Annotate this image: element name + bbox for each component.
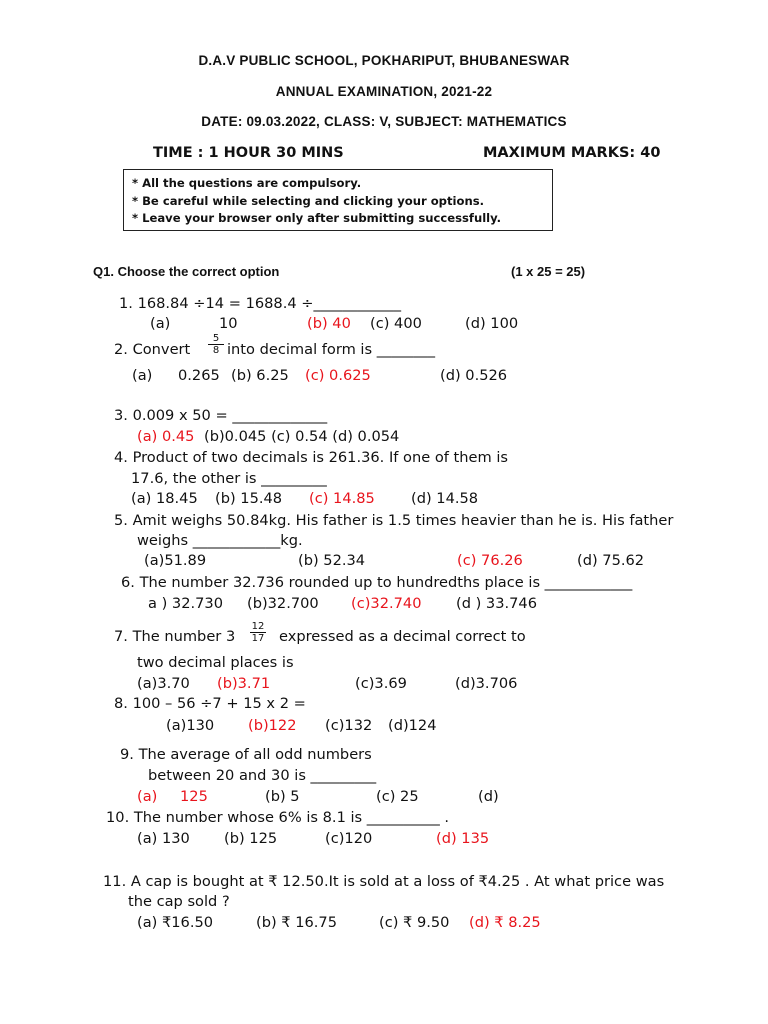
fraction-numerator: 12 xyxy=(251,621,265,632)
options-bcd: (b)0.045 (c) 0.54 (d) 0.054 xyxy=(204,428,400,445)
option-c-correct: (c) 76.26 xyxy=(457,552,523,569)
option-a: (a) ₹16.50 xyxy=(137,914,214,931)
option-d-correct: (d) ₹ 8.25 xyxy=(469,914,541,931)
option-a-correct: (a) xyxy=(137,788,158,805)
fraction xyxy=(250,621,266,644)
question-8: 8. 100 – 56 ÷7 + 15 x 2 = xyxy=(114,695,306,712)
question-2: 2. Convert xyxy=(114,341,191,358)
instruction-item: * All the questions are compulsory. xyxy=(132,176,362,190)
question-4: 4. Product of two decimals is 261.36. If one of them is xyxy=(114,449,509,466)
fraction-numerator: 5 xyxy=(208,333,224,345)
question-7: 7. The number 3 xyxy=(114,628,236,645)
option-d: (d)124 xyxy=(388,717,437,734)
exam-time: TIME : 1 HOUR 30 MINS xyxy=(153,145,344,161)
option-b: (b) ₹ 16.75 xyxy=(256,914,337,931)
exam-title: ANNUAL EXAMINATION, 2021-22 xyxy=(275,84,493,99)
school-name: D.A.V PUBLIC SCHOOL, POKHARIPUT, BHUBANESWAR xyxy=(198,53,570,68)
question-11: 11. A cap is bought at ₹ 12.50.It is sold at a loss of ₹4.25 . At what price was xyxy=(103,873,665,890)
option-a-value: 10 xyxy=(219,315,238,332)
option-c: (c)120 xyxy=(325,830,373,847)
instruction-item: * Be careful while selecting and clicking your options. xyxy=(132,193,485,208)
question-7-line2: two decimal places is xyxy=(137,654,294,671)
option-c: (c) 400 xyxy=(370,315,422,332)
option-a: (a) 130 xyxy=(137,830,190,847)
option-d: (d) 100 xyxy=(465,315,519,332)
option-b: (b)32.700 xyxy=(247,595,319,612)
option-c: (c) ₹ 9.50 xyxy=(379,914,450,931)
question-5: 5. Amit weighs 50.84kg. His father is 1.5 times heavier than he is. His father xyxy=(114,512,674,529)
question-1: 1. 168.84 ÷14 = 1688.4 ÷____________ xyxy=(119,295,402,312)
option-b-correct: (b)122 xyxy=(248,717,297,734)
option-b: (b) 125 xyxy=(224,830,278,847)
option-a-value: 0.265 xyxy=(178,367,220,384)
question-9: 9. The average of all odd numbers xyxy=(120,746,372,763)
option-a: (a)130 xyxy=(166,717,215,734)
section-title: Q1. Choose the correct option xyxy=(93,264,280,279)
section-marks: (1 x 25 = 25) xyxy=(511,264,586,279)
option-c-correct: (c) 0.625 xyxy=(305,367,371,384)
option-c: (c)3.69 xyxy=(355,675,407,692)
question-6: 6. The number 32.736 rounded up to hundredths place is ____________ xyxy=(121,574,633,591)
option-d: (d) xyxy=(478,788,499,805)
option-d: (d ) 33.746 xyxy=(456,595,537,612)
option-c: (c)132 xyxy=(325,717,373,734)
option-a: (a) xyxy=(132,367,153,384)
option-c: (c) 25 xyxy=(376,788,419,805)
question-10: 10. The number whose 6% is 8.1 is __________ . xyxy=(106,809,450,826)
question-7-rest: expressed as a decimal correct to xyxy=(279,628,526,645)
option-d: (d) 75.62 xyxy=(577,552,645,569)
option-b-correct: (b) 40 xyxy=(307,315,351,332)
question-5-line2: weighs ____________kg. xyxy=(137,532,303,549)
question-3: 3. 0.009 x 50 = _____________ xyxy=(114,407,328,424)
exam-details: DATE: 09.03.2022, CLASS: V, SUBJECT: MATHEMATICS xyxy=(201,114,567,129)
fraction-denominator: 8 xyxy=(212,345,220,356)
option-d: (d)3.706 xyxy=(455,675,518,692)
option-d: (d) 14.58 xyxy=(411,490,479,507)
option-d: (d) 0.526 xyxy=(440,367,508,384)
option-a: (a) xyxy=(150,315,171,332)
option-a: (a)51.89 xyxy=(144,552,207,569)
option-a: a ) 32.730 xyxy=(148,595,223,612)
option-d-correct: (d) 135 xyxy=(436,830,490,847)
option-b-correct: (b)3.71 xyxy=(217,675,271,692)
fraction-denominator: 17 xyxy=(251,633,265,644)
question-11-line2: the cap sold ? xyxy=(128,893,230,910)
option-b: (b) 6.25 xyxy=(231,367,289,384)
option-a-correct: (a) 0.45 xyxy=(137,428,195,445)
option-a-value: 125 xyxy=(180,788,208,805)
max-marks: MAXIMUM MARKS: 40 xyxy=(483,145,661,161)
option-c-correct: (c) 14.85 xyxy=(309,490,375,507)
question-9-line2: between 20 and 30 is _________ xyxy=(148,767,377,784)
option-c-correct: (c)32.740 xyxy=(351,595,422,612)
instructions-box xyxy=(123,169,553,231)
option-b: (b) 52.34 xyxy=(298,552,366,569)
question-4-line2: 17.6, the other is _________ xyxy=(131,470,327,487)
instruction-item: * Leave your browser only after submitting successfully. xyxy=(132,211,502,225)
option-a: (a) 18.45 xyxy=(131,490,198,507)
option-b: (b) 5 xyxy=(265,788,300,805)
question-2-rest: into decimal form is ________ xyxy=(227,341,436,358)
option-a: (a)3.70 xyxy=(137,675,190,692)
option-b: (b) 15.48 xyxy=(215,490,283,507)
fraction xyxy=(208,333,224,356)
